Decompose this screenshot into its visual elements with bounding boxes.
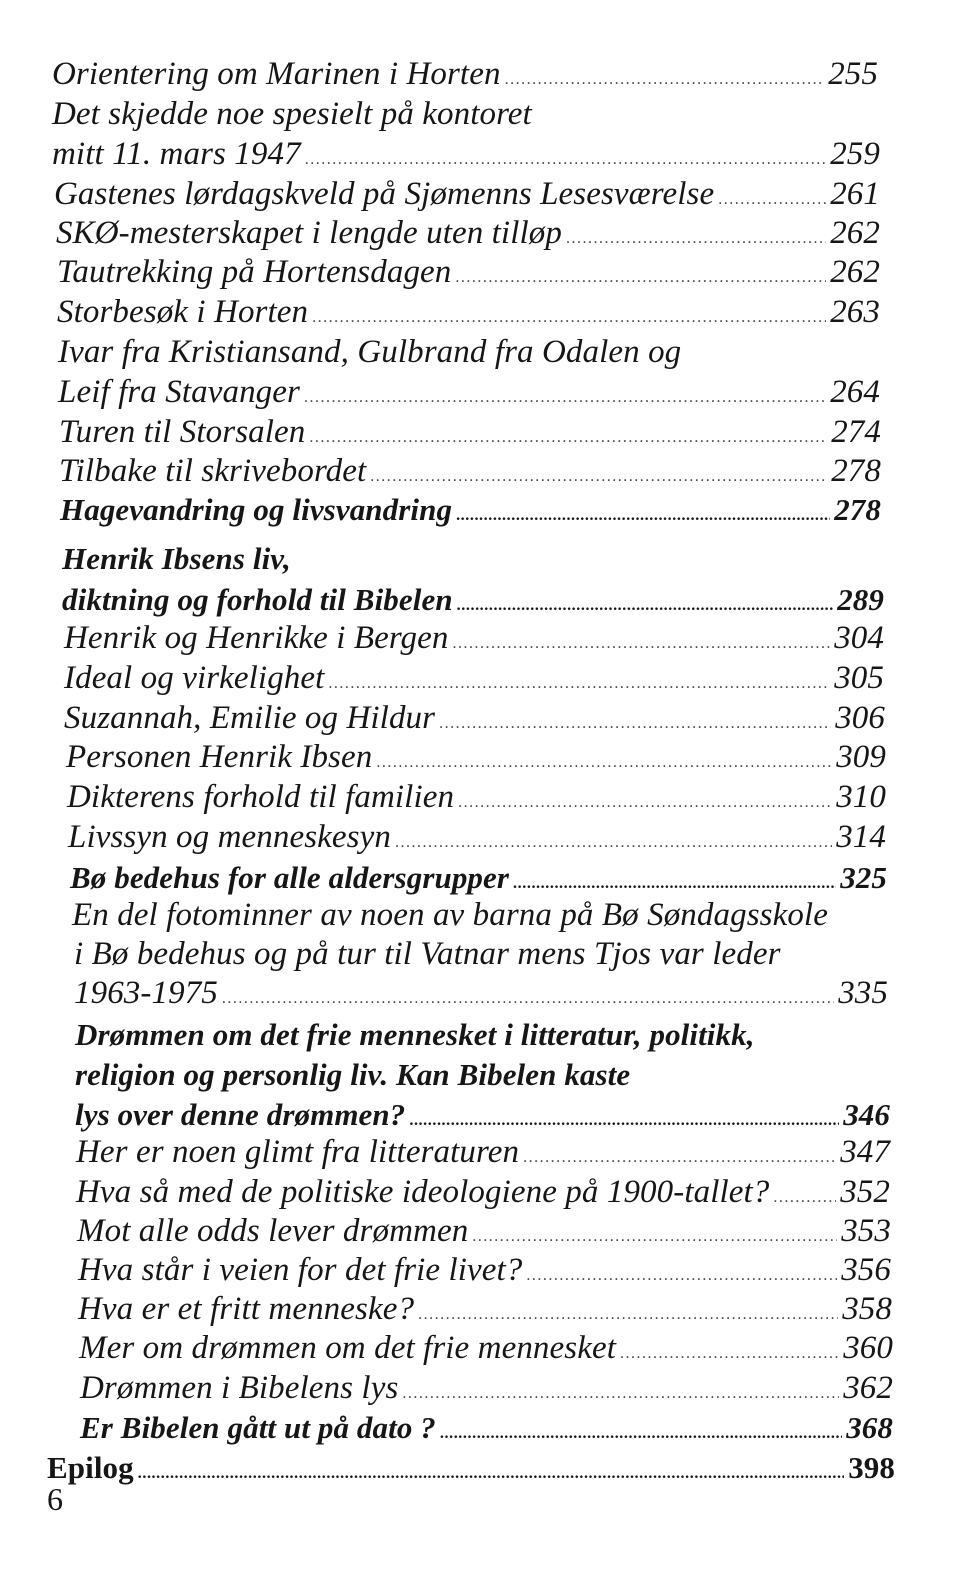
toc-entry-page: 306 bbox=[835, 700, 885, 736]
toc-entry-page: 309 bbox=[836, 739, 886, 775]
toc-entry-title: Her er noen glimt fra litteraturen bbox=[76, 1134, 520, 1170]
toc-entry bbox=[59, 449, 881, 493]
toc-entry-page: 314 bbox=[836, 819, 886, 855]
toc-entry-page: 347 bbox=[840, 1134, 890, 1170]
toc-entry-title: lys over denne drømmen? bbox=[75, 1097, 406, 1132]
toc-entry bbox=[78, 1248, 891, 1292]
toc-entry-page: 278 bbox=[831, 453, 881, 489]
toc-entry-page: 263 bbox=[830, 294, 880, 330]
toc-entry-page: 304 bbox=[834, 620, 884, 656]
toc-entry bbox=[52, 92, 878, 136]
toc-entry bbox=[58, 330, 880, 374]
toc-entry bbox=[72, 893, 887, 937]
toc-entry-page: 261 bbox=[830, 176, 880, 212]
toc-entry bbox=[57, 290, 880, 334]
toc-entry-page: 305 bbox=[834, 660, 884, 696]
toc-entry-page: 356 bbox=[841, 1252, 891, 1288]
toc-entry-title: Personen Henrik Ibsen bbox=[66, 739, 373, 775]
toc-entry-title: Hva så med de politiske ideologiene på 1900-tallet? bbox=[76, 1174, 770, 1210]
dot-leader bbox=[138, 1452, 844, 1496]
toc-entry-title: Suzannah, Emilie og Hildur bbox=[64, 700, 436, 736]
toc-entry-page: 264 bbox=[830, 374, 880, 410]
toc-entry-title: Dikterens forhold til familien bbox=[67, 779, 455, 815]
toc-entry bbox=[59, 410, 881, 454]
toc-entry-title: Hagevandring og livsvandring bbox=[60, 492, 453, 527]
toc-entry-title: Livssyn og menneskesyn bbox=[68, 819, 391, 855]
toc-entry-title: Orientering om Marinen i Horten bbox=[52, 56, 501, 92]
toc-chapter bbox=[60, 488, 881, 532]
toc-entry-page: 353 bbox=[841, 1213, 891, 1249]
toc-entry bbox=[68, 815, 886, 859]
toc-entry-page: 278 bbox=[834, 492, 881, 527]
toc-entry-page: 274 bbox=[831, 414, 881, 450]
toc-entry bbox=[74, 932, 887, 976]
toc-entry-title: Mer om drømmen om det frie mennesket bbox=[79, 1330, 616, 1366]
toc-entry-title: Henrik Ibsens liv, bbox=[62, 541, 291, 576]
toc-entry-title: 1963-1975 bbox=[74, 975, 218, 1011]
toc-entry-page: 335 bbox=[838, 975, 888, 1011]
toc-entry-title: Henrik og Henrikke i Bergen bbox=[64, 620, 449, 656]
toc-entry-title: Leif fra Stavanger bbox=[58, 374, 300, 410]
toc-entry-page: 262 bbox=[830, 215, 880, 251]
toc-chapter bbox=[80, 1406, 893, 1450]
toc-entry-title: Hva er et fritt menneske? bbox=[78, 1291, 415, 1327]
toc-entry-page: 358 bbox=[842, 1291, 892, 1327]
toc-entry-title: Tilbake til skrivebordet bbox=[59, 453, 367, 489]
toc-entry bbox=[67, 775, 886, 819]
toc-entry-title: Ivar fra Kristiansand, Gulbrand fra Odalen og bbox=[58, 334, 682, 370]
toc-entry-title: diktning og forhold til Bibelen bbox=[62, 582, 453, 617]
toc-entry-title: Ideal og virkelighet bbox=[64, 660, 325, 696]
toc-entry-title: Drømmen om det frie mennesket i litteratur, politikk, bbox=[75, 1017, 755, 1052]
toc-entry bbox=[54, 172, 880, 216]
toc-entry-title: Tautrekking på Hortensdagen bbox=[57, 254, 452, 290]
toc-entry bbox=[56, 211, 880, 255]
toc-entry-page: 325 bbox=[840, 860, 887, 895]
toc-entry bbox=[64, 616, 884, 660]
toc-entry bbox=[64, 656, 884, 700]
toc-entry bbox=[58, 370, 880, 414]
toc-entry bbox=[66, 735, 886, 779]
toc-entry bbox=[57, 250, 880, 294]
toc-entry-title: Bø bedehus for alle aldersgrupper bbox=[70, 860, 510, 895]
toc-entry bbox=[52, 52, 878, 96]
toc-entry-title: Det skjedde noe spesielt på kontoret bbox=[52, 96, 532, 132]
toc-entry bbox=[77, 1209, 891, 1253]
toc-chapter bbox=[62, 537, 882, 581]
toc-entry-page: 362 bbox=[843, 1370, 893, 1406]
toc-entry-title: mitt 11. mars 1947 bbox=[52, 136, 301, 172]
toc-entry bbox=[52, 132, 880, 176]
toc-entry-title: Turen til Storsalen bbox=[59, 414, 306, 450]
page-number: 6 bbox=[47, 1481, 63, 1517]
toc-entry-page: 346 bbox=[843, 1097, 890, 1132]
toc-entry bbox=[80, 1366, 893, 1410]
toc-entry-title: i Bø bedehus og på tur til Vatnar mens Tjos var leder bbox=[74, 936, 781, 972]
toc-chapter bbox=[75, 1053, 888, 1097]
toc-entry bbox=[78, 1287, 892, 1331]
dot-leader bbox=[456, 494, 830, 538]
toc-entry-title: Mot alle odds lever drømmen bbox=[77, 1213, 469, 1249]
toc-entry-page: 360 bbox=[843, 1330, 893, 1366]
toc-entry-page: 368 bbox=[846, 1410, 893, 1445]
toc-entry-title: Storbesøk i Horten bbox=[57, 294, 309, 330]
toc-entry bbox=[64, 696, 885, 740]
toc-entry-title: Gastenes lørdagskveld på Sjømenns Lesesværelse bbox=[54, 176, 715, 212]
toc-entry-title: Er Bibelen gått ut på dato ? bbox=[80, 1410, 436, 1445]
toc-entry-page: 255 bbox=[828, 56, 878, 92]
toc-entry-page: 259 bbox=[830, 136, 880, 172]
toc-entry bbox=[79, 1326, 893, 1370]
toc-entry-title: SKØ-mesterskapet i lengde uten tilløp bbox=[56, 215, 562, 251]
toc-entry-title: Epilog bbox=[47, 1450, 134, 1485]
toc-entry-page: 352 bbox=[840, 1174, 890, 1210]
toc-entry-title: Hva står i veien for det frie livet? bbox=[78, 1252, 523, 1288]
toc-entry bbox=[76, 1130, 890, 1174]
toc-entry bbox=[76, 1170, 890, 1214]
toc-entry-page: 262 bbox=[830, 254, 880, 290]
toc-entry-page: 289 bbox=[837, 582, 884, 617]
toc-entry-page: 398 bbox=[848, 1450, 895, 1485]
toc-entry-title: religion og personlig liv. Kan Bibelen kaste bbox=[75, 1057, 631, 1092]
toc-entry bbox=[74, 971, 888, 1015]
toc-entry-page: 310 bbox=[836, 779, 886, 815]
toc-entry-title: Drømmen i Bibelens lys bbox=[80, 1370, 399, 1406]
toc-chapter bbox=[47, 1446, 895, 1490]
toc-entry-title: En del fotominner av noen av barna på Bø Søndagsskole bbox=[72, 897, 828, 933]
toc-chapter bbox=[75, 1013, 888, 1057]
